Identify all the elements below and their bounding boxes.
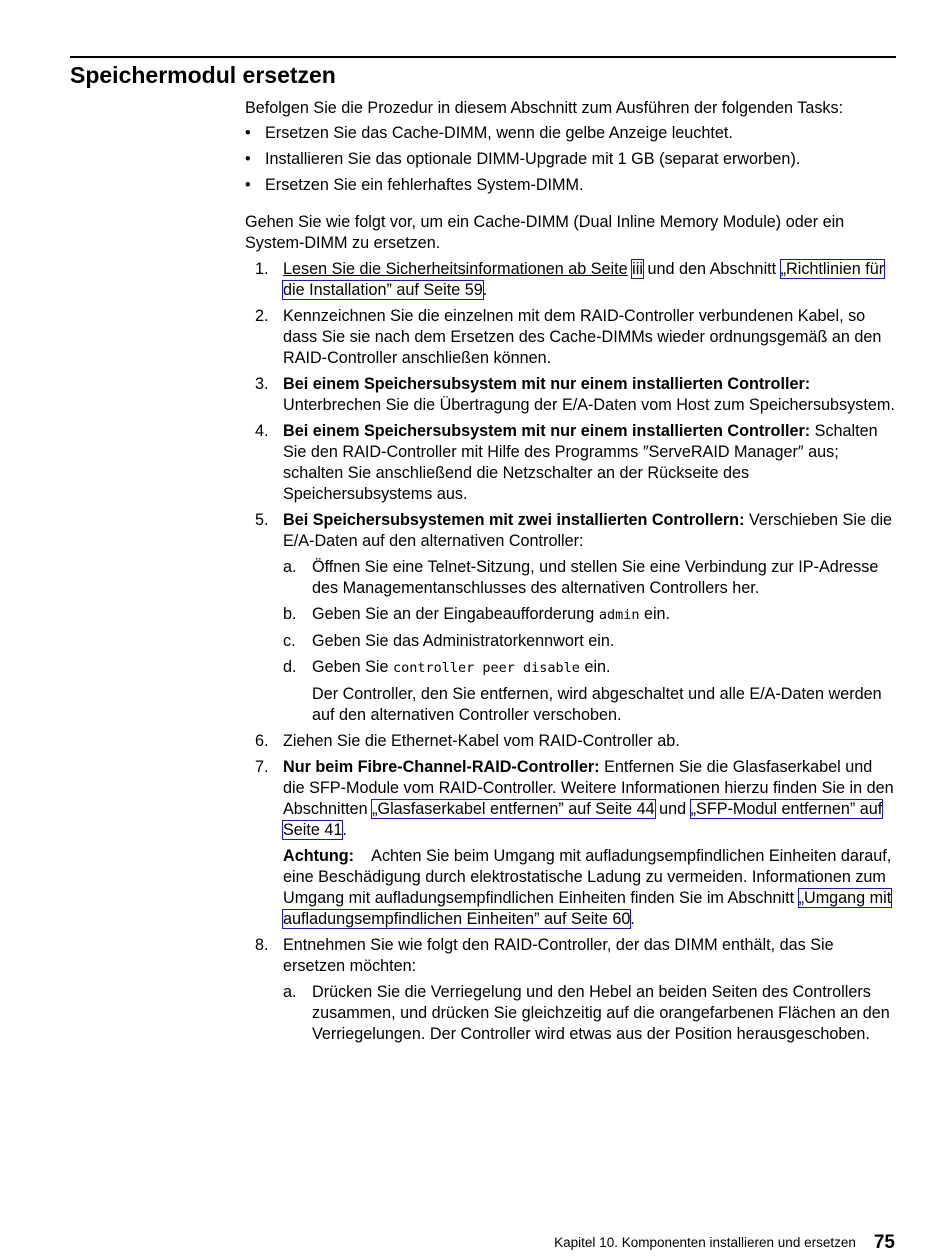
step-condition: Bei einem Speichersubsystem mit nur einem installierten Controller:: [283, 422, 811, 440]
link-remove-sfp-module[interactable]: „SFP-Modul entfernen” auf Seite 41: [283, 800, 883, 839]
header-rule: [70, 56, 896, 58]
bullet-text: Ersetzen Sie das Cache-DIMM, wenn die gelbe Anzeige leuchtet.: [265, 124, 733, 142]
attention-text-end: .: [630, 910, 635, 928]
page-footer: [554, 1232, 895, 1254]
substep-text: Drücken Sie die Verriegelung und den Hebel an beiden Seiten des Controllers zusammen, und drücken Sie gleichzeitig auf die orangefarbenen Flächen an den Verriegelungen. Der Controller wird etwas aus der Position herausgeschoben.: [312, 983, 890, 1043]
step-8: [245, 935, 897, 1045]
bullet-text: Installieren Sie das optionale DIMM-Upgrade mit 1 GB (separat erworben).: [265, 150, 801, 168]
lead-paragraph: Gehen Sie wie folgt vor, um ein Cache-DIMM (Dual Inline Memory Module) oder ein System-DIMM zu ersetzen.: [245, 213, 845, 252]
bullet-mark: •: [245, 150, 251, 168]
substep-text: Geben Sie: [312, 658, 389, 676]
list-item: [245, 123, 897, 144]
substeps: [283, 982, 897, 1045]
substep-letter: c.: [283, 632, 296, 650]
document-body: [245, 98, 897, 1050]
link-handling-static-sensitive-devices[interactable]: „Umgang mit aufladungsempfindlichen Einheiten” auf Seite 60: [283, 889, 892, 928]
substep-c: [283, 631, 897, 652]
step-text: und: [659, 800, 687, 818]
procedure-steps: [245, 259, 897, 1045]
step-text: .: [482, 281, 488, 299]
step-number: 7.: [255, 758, 269, 776]
bullet-mark: •: [245, 124, 251, 142]
attention-text: Achten Sie beim Umgang mit aufladungsempfindlichen Einheiten darauf, eine Beschädigung durch elektrostatische Ladung zu vermeiden. Informationen zum Umgang mit aufladungsempfindlichen Einheiten finden Sie im Abschnitt: [283, 847, 892, 907]
command-text: admin: [598, 607, 640, 623]
link-safety-page[interactable]: iii: [632, 260, 643, 278]
list-item: [245, 175, 897, 196]
task-bullet-list: [245, 123, 897, 196]
step-1: [245, 259, 897, 301]
step-text: Entnehmen Sie wie folgt den RAID-Controller, der das DIMM enthält, das Sie ersetzen möchten:: [283, 936, 834, 975]
substep-d: [283, 657, 897, 726]
bullet-text: Ersetzen Sie ein fehlerhaftes System-DIMM.: [265, 176, 584, 194]
substep-a: [283, 557, 897, 599]
substep-letter: a.: [283, 558, 297, 576]
step-number: 4.: [255, 422, 269, 440]
substep-letter: b.: [283, 605, 297, 623]
bullet-mark: •: [245, 176, 251, 194]
step-number: 8.: [255, 936, 269, 954]
step-condition: Nur beim Fibre-Channel-RAID-Controller:: [283, 758, 600, 776]
substep-text: Öffnen Sie eine Telnet-Sitzung, und stellen Sie eine Verbindung zur IP-Adresse des Managementanschlusses des alternativen Controllers her.: [312, 558, 879, 597]
step-text: und den Abschnitt: [647, 260, 777, 278]
link-installation-guidelines[interactable]: „Richtlinien für die Installation” auf Seite 59: [283, 260, 885, 299]
step-3: [245, 374, 897, 416]
intro-paragraph: Befolgen Sie die Prozedur in diesem Abschnitt zum Ausführen der folgenden Tasks:: [245, 99, 844, 117]
attention-note: [283, 846, 897, 930]
substep-letter: a.: [283, 983, 297, 1001]
step-text: Ziehen Sie die Ethernet-Kabel vom RAID-Controller ab.: [283, 732, 680, 750]
substep-text: ein.: [584, 658, 611, 676]
substep-b: [283, 604, 897, 626]
step-5: [245, 510, 897, 726]
substep-text: ein.: [643, 605, 671, 623]
substep-text: Geben Sie an der Eingabeaufforderung: [312, 605, 595, 623]
command-text: controller peer disable: [393, 660, 580, 676]
step-number: 3.: [255, 375, 269, 393]
substep-letter: d.: [283, 658, 297, 676]
step-number: 2.: [255, 307, 269, 325]
step-number: 5.: [255, 511, 269, 529]
substep-text: Geben Sie das Administratorkennwort ein.: [312, 632, 615, 650]
step-text: Verschieben Sie die E/A-Daten auf den alternativen Controller:: [283, 511, 893, 550]
step-condition: Bei einem Speichersubsystem mit nur einem installierten Controller:: [283, 375, 811, 393]
step-text: Lesen Sie die Sicherheitsinformationen ab Seite: [283, 260, 628, 278]
step-text: Kennzeichnen Sie die einzelnen mit dem RAID-Controller verbundenen Kabel, so dass Sie sie nach dem Ersetzen des Cache-DIMMs wieder ordnungsgemäß an den RAID-Controller anschließen können.: [283, 307, 882, 367]
step-4: [245, 421, 897, 505]
step-text: Schalten Sie den RAID-Controller mit Hilfe des Programms ″ServeRAID Manager″ aus; schalten Sie anschließend die Netzschalter an der Rückseite des Speichersubsystems aus.: [283, 422, 878, 503]
step-text: Unterbrechen Sie die Übertragung der E/A-Daten vom Host zum Speichersubsystem.: [283, 396, 895, 414]
step-text: Entfernen Sie die Glasfaserkabel und die SFP-Module vom RAID-Controller. Weitere Informationen hierzu finden Sie in den Abschnitten: [283, 758, 894, 818]
attention-label: Achtung:: [283, 847, 355, 865]
step-condition: Bei Speichersubsystemen mit zwei installierten Controllern:: [283, 511, 745, 529]
step-number: 1.: [255, 260, 269, 278]
link-remove-fibre-cables[interactable]: „Glasfaserkabel entfernen” auf Seite 44: [372, 800, 655, 818]
page-title: Speichermodul ersetzen: [70, 62, 336, 88]
footer-chapter: Kapitel 10. Komponenten installieren und ersetzen: [554, 1235, 856, 1250]
substep-a: [283, 982, 897, 1045]
substeps: [283, 557, 897, 726]
substep-note: Der Controller, den Sie entfernen, wird abgeschaltet und alle E/A-Daten werden auf den alternativen Controller verschoben.: [312, 685, 882, 724]
page-number: 75: [873, 1232, 895, 1253]
list-item: [245, 149, 897, 170]
step-2: [245, 306, 897, 369]
step-number: 6.: [255, 732, 269, 750]
step-6: [245, 731, 897, 752]
step-7: [245, 757, 897, 930]
step-text: .: [342, 821, 347, 839]
